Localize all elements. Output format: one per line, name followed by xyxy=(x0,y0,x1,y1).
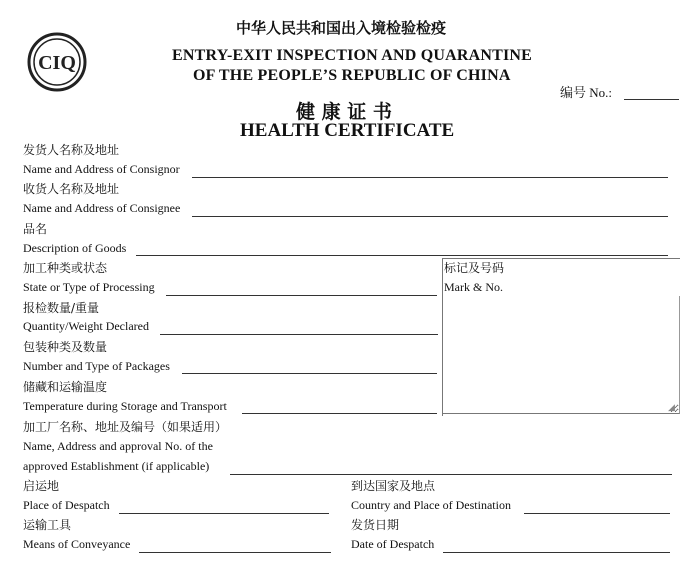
despatch-place-line xyxy=(119,513,329,514)
temperature-line xyxy=(242,413,437,414)
goods-label-cn: 品名 xyxy=(23,222,48,236)
goods-line xyxy=(136,255,668,256)
authority-title-cn: 中华人民共和国出入境检验检疫 xyxy=(236,19,447,37)
quantity-label-cn: 报检数量/重量 xyxy=(23,301,100,315)
packages-line xyxy=(182,373,437,374)
conveyance-label-cn: 运输工具 xyxy=(23,518,72,532)
establishment-line xyxy=(230,474,672,475)
mark-label-en: Mark & No. xyxy=(444,280,503,294)
despatch-place-input[interactable] xyxy=(119,498,329,513)
authority-title-en-line1: ENTRY-EXIT INSPECTION AND QUARANTINE xyxy=(172,47,533,64)
despatch-place-label-cn: 启运地 xyxy=(23,479,60,493)
despatch-date-input[interactable] xyxy=(443,537,670,552)
temperature-label-en: Temperature during Storage and Transport xyxy=(23,399,227,413)
establishment-label-en-line2: approved Establishment (if applicable) xyxy=(23,459,210,473)
certificate-title-en: HEALTH CERTIFICATE xyxy=(240,120,455,141)
consignee-input[interactable] xyxy=(192,201,668,216)
consignee-line xyxy=(192,216,668,217)
authority-title-en-line2: OF THE PEOPLE’S REPUBLIC OF CHINA xyxy=(193,67,511,84)
conveyance-line xyxy=(139,552,331,553)
certificate-number-line xyxy=(624,99,679,100)
consignor-label-en: Name and Address of Consignor xyxy=(23,162,180,176)
conveyance-label-en: Means of Conveyance xyxy=(23,537,131,551)
ciq-logo xyxy=(26,31,88,93)
consignee-label-cn: 收货人名称及地址 xyxy=(23,182,120,196)
establishment-label-cn: 加工厂名称、地址及编号（如果适用） xyxy=(23,420,228,434)
consignor-label-cn: 发货人名称及地址 xyxy=(23,143,120,157)
packages-input[interactable] xyxy=(182,358,437,373)
processing-label-en: State or Type of Processing xyxy=(23,280,155,294)
destination-label-cn: 到达国家及地点 xyxy=(351,479,436,493)
certificate-number-label: 编号 No.: xyxy=(560,85,613,100)
goods-label-en: Description of Goods xyxy=(23,241,127,255)
destination-label-en: Country and Place of Destination xyxy=(351,498,511,512)
despatch-date-line xyxy=(443,552,670,553)
certificate-number-input[interactable] xyxy=(624,84,679,99)
mark-textarea[interactable] xyxy=(442,296,680,414)
processing-label-cn: 加工种类或状态 xyxy=(23,261,108,275)
establishment-input[interactable] xyxy=(230,459,672,474)
processing-input[interactable] xyxy=(166,280,437,295)
packages-label-en: Number and Type of Packages xyxy=(23,359,170,373)
goods-input[interactable] xyxy=(136,240,668,255)
resize-grip-icon[interactable]: ◢ xyxy=(668,402,675,412)
consignor-input[interactable] xyxy=(192,162,668,177)
establishment-label-en-line1: Name, Address and approval No. of the xyxy=(23,439,213,453)
destination-input[interactable] xyxy=(524,498,670,513)
logo-text: CIQ xyxy=(38,52,76,74)
consignee-label-en: Name and Address of Consignee xyxy=(23,201,181,215)
despatch-date-label-en: Date of Despatch xyxy=(351,537,435,551)
quantity-input[interactable] xyxy=(160,319,438,334)
despatch-date-label-cn: 发货日期 xyxy=(351,518,400,532)
packages-label-cn: 包装种类及数量 xyxy=(23,340,108,354)
processing-line xyxy=(166,295,437,296)
certificate-title-cn: 健 康 证 书 xyxy=(296,101,392,123)
temperature-input[interactable] xyxy=(242,398,437,413)
consignor-line xyxy=(192,177,668,178)
quantity-label-en: Quantity/Weight Declared xyxy=(23,319,149,333)
quantity-line xyxy=(160,334,438,335)
mark-label-cn: 标记及号码 xyxy=(444,261,505,275)
conveyance-input[interactable] xyxy=(139,537,331,552)
despatch-place-label-en: Place of Despatch xyxy=(23,498,110,512)
temperature-label-cn: 储藏和运输温度 xyxy=(23,380,108,394)
destination-line xyxy=(524,513,670,514)
